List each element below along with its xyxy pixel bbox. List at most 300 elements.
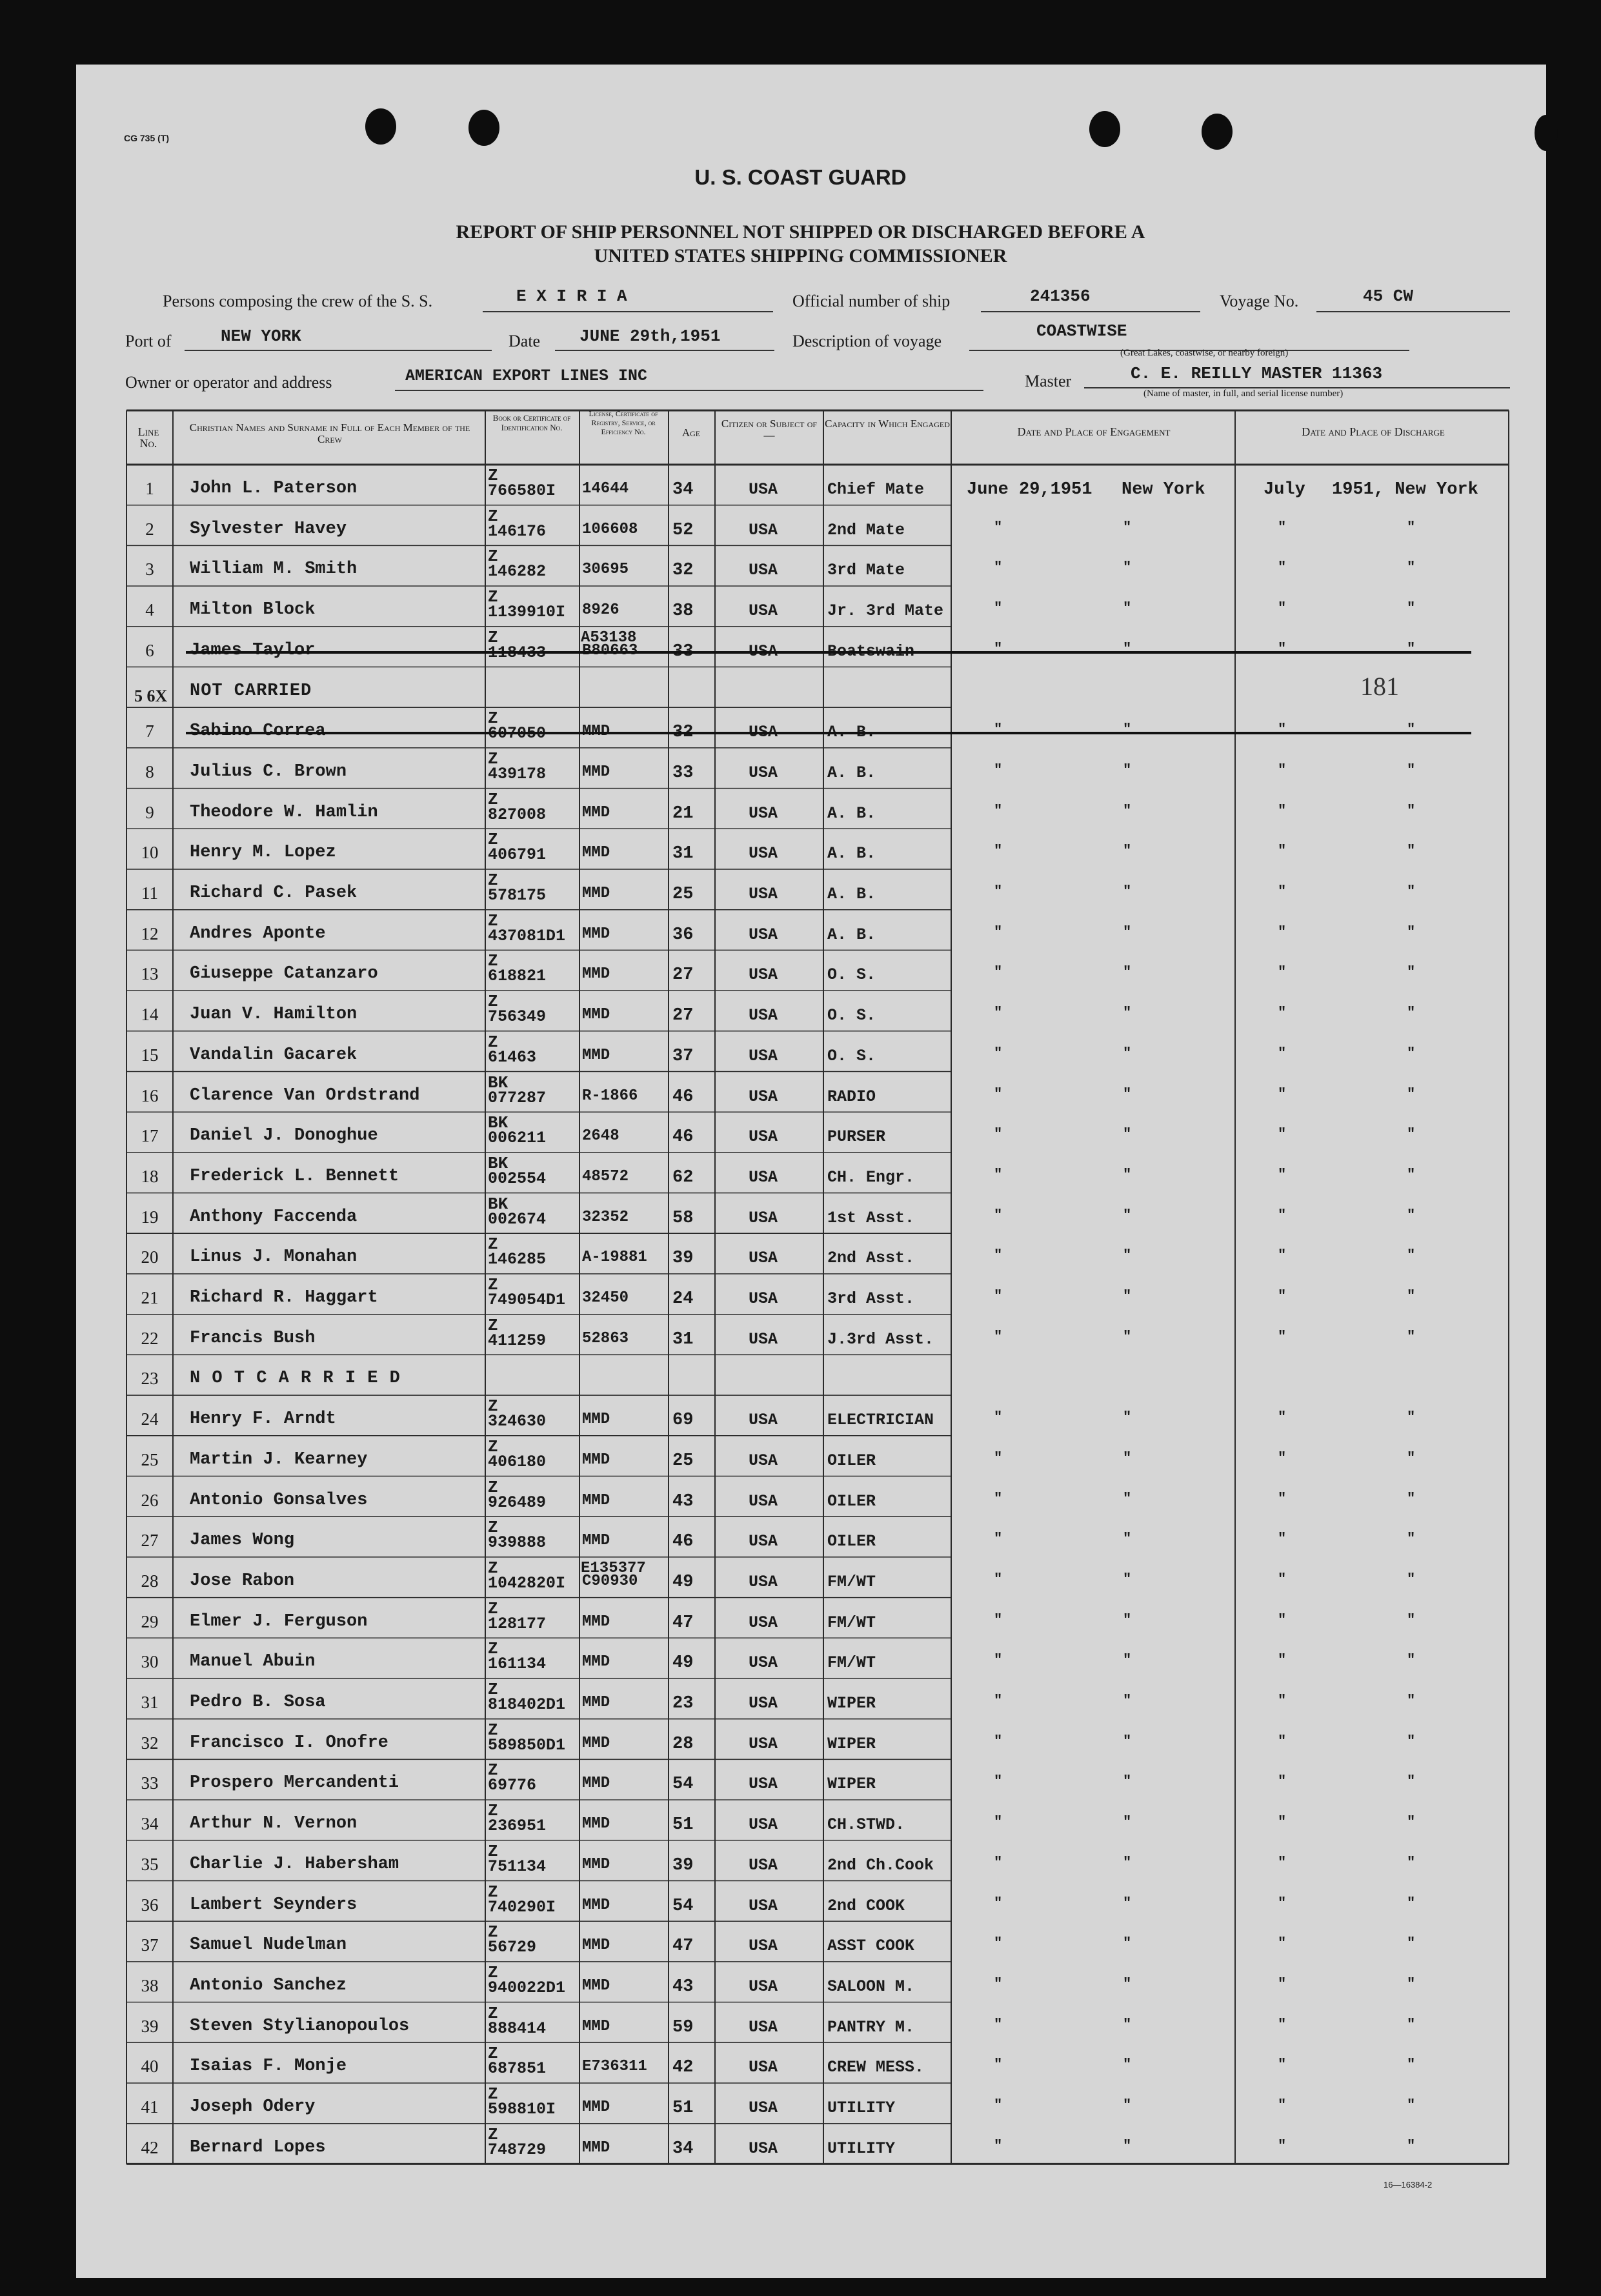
age: 46 — [672, 1532, 694, 1552]
book-prefix: BK — [488, 1113, 508, 1133]
ditto-mark: " — [994, 1449, 1003, 1466]
ditto-mark: " — [994, 1975, 1003, 1992]
age: 27 — [672, 965, 694, 985]
ditto-mark: " — [1278, 600, 1287, 617]
ditto-mark: " — [994, 2057, 1003, 2073]
capacity: O. S. — [827, 965, 876, 985]
book-number: 940022D1 — [488, 1978, 566, 1997]
ditto-mark: " — [1407, 923, 1416, 940]
ditto-mark: " — [1123, 1409, 1132, 1426]
license-number-upper: A53138 — [581, 629, 637, 647]
citizenship: USA — [749, 1977, 778, 1996]
capacity: WIPER — [827, 1694, 876, 1713]
ditto-mark: " — [1123, 923, 1132, 940]
ditto-mark: " — [1407, 2016, 1416, 2033]
ditto-mark: " — [1123, 883, 1132, 900]
license-number: MMD — [582, 1775, 610, 1793]
crew-name: Henry F. Arndt — [190, 1409, 336, 1429]
book-number: 002674 — [488, 1209, 547, 1229]
book-prefix: Z — [488, 1760, 498, 1780]
license-number: 52863 — [582, 1329, 629, 1347]
capacity: A. B. — [827, 885, 876, 903]
citizenship: USA — [749, 803, 778, 823]
capacity: PANTRY M. — [827, 2017, 915, 2037]
book-prefix: Z — [488, 1558, 498, 1578]
citizenship: USA — [749, 1572, 778, 1591]
ditto-mark: " — [994, 1935, 1003, 1952]
line-number: 20 — [141, 1247, 159, 1267]
form-code: CG 735 (T) — [124, 133, 170, 143]
book-number: 687851 — [488, 2059, 547, 2079]
ditto-mark: " — [1278, 1449, 1287, 1466]
date-label: Date — [508, 332, 541, 350]
ditto-mark: " — [994, 1814, 1003, 1831]
citizenship: USA — [749, 2139, 778, 2158]
license-number: 106608 — [582, 520, 638, 538]
book-prefix: Z — [488, 1477, 498, 1497]
line-number: 19 — [141, 1207, 159, 1227]
ditto-mark: " — [994, 1652, 1003, 1669]
ditto-mark: " — [1407, 1409, 1416, 1426]
capacity: Chief Mate — [827, 480, 925, 499]
book-number: 439178 — [488, 764, 547, 783]
age: 23 — [672, 1694, 694, 1713]
ditto-mark: " — [1407, 1935, 1416, 1952]
capacity: 2nd COOK — [827, 1896, 905, 1915]
ditto-mark: " — [1278, 1045, 1287, 1062]
line-number: 11 — [141, 883, 158, 903]
license-number: MMD — [582, 763, 610, 781]
book-number: 1139910I — [488, 603, 566, 622]
citizenship: USA — [749, 1532, 778, 1551]
capacity: FM/WT — [827, 1653, 876, 1673]
ditto-mark: " — [1278, 761, 1287, 778]
line-number: 13 — [141, 964, 159, 984]
book-number: 406791 — [488, 845, 547, 865]
book-prefix: Z — [488, 709, 498, 729]
capacity: OILER — [827, 1532, 876, 1551]
ditto-mark: " — [1407, 1005, 1416, 1022]
capacity: SALOON M. — [827, 1977, 915, 1996]
ditto-mark: " — [994, 2016, 1003, 2033]
ditto-mark: " — [1407, 1773, 1416, 1790]
line-number: 7 — [145, 721, 154, 741]
capacity: RADIO — [827, 1087, 876, 1106]
ditto-mark: " — [1407, 1085, 1416, 1102]
ditto-mark: " — [1278, 1247, 1287, 1264]
book-prefix: Z — [488, 1436, 498, 1456]
capacity: A. B. — [827, 844, 876, 863]
line-number: 38 — [141, 1975, 159, 1995]
ditto-mark: " — [1407, 1531, 1416, 1547]
book-number: 146285 — [488, 1250, 547, 1269]
ditto-mark: " — [1123, 1652, 1132, 1669]
ditto-mark: " — [1123, 1693, 1132, 1709]
book-prefix: Z — [488, 911, 498, 931]
ditto-mark: " — [1278, 964, 1287, 981]
crew-name: Anthony Faccenda — [190, 1207, 357, 1227]
master-label: Master — [1025, 372, 1072, 390]
crew-name: Pedro B. Sosa — [190, 1693, 326, 1712]
ditto-mark: " — [994, 1288, 1003, 1304]
ditto-mark: " — [1278, 1693, 1287, 1709]
capacity: A. B. — [827, 723, 876, 742]
book-number: 118433 — [488, 643, 547, 662]
citizenship: USA — [749, 925, 778, 944]
age: 32 — [672, 561, 694, 581]
age: 21 — [672, 803, 694, 823]
citizenship: USA — [749, 965, 778, 985]
book-prefix: Z — [488, 749, 498, 769]
book-number: 161134 — [488, 1655, 547, 1674]
ditto-mark: " — [1278, 1571, 1287, 1587]
ditto-mark: " — [1407, 964, 1416, 981]
capacity: UTILITY — [827, 2099, 896, 2117]
ditto-mark: " — [994, 1207, 1003, 1224]
age: 49 — [672, 1572, 694, 1592]
port-label: Port of — [125, 332, 172, 350]
age: 39 — [672, 1249, 694, 1269]
book-prefix: Z — [488, 789, 498, 809]
license-number: 8926 — [582, 601, 619, 619]
age: 47 — [672, 1937, 694, 1957]
ditto-mark: " — [1123, 843, 1132, 860]
book-prefix: Z — [488, 506, 498, 526]
ditto-mark: " — [1278, 640, 1287, 657]
line-number: 18 — [141, 1166, 159, 1186]
crew-name: Julius C. Brown — [190, 761, 347, 781]
license-number: MMD — [582, 803, 610, 821]
age: 36 — [672, 925, 694, 945]
citizenship: USA — [749, 1896, 778, 1915]
age: 46 — [672, 1087, 694, 1107]
crew-name: Sabino Correa — [190, 721, 326, 741]
crew-name: Giuseppe Catanzaro — [190, 964, 378, 984]
ditto-mark: " — [1278, 802, 1287, 819]
line-number: 4 — [145, 600, 154, 620]
crew-name: Vandalin Gacarek — [190, 1045, 357, 1065]
voyage-description: COASTWISE — [1036, 321, 1127, 341]
license-number: 2648 — [582, 1127, 619, 1145]
license-number: MMD — [582, 2139, 610, 2157]
book-prefix: BK — [488, 1072, 508, 1093]
ditto-mark: " — [1407, 600, 1416, 617]
crew-name: Steven Stylianopoulos — [190, 2016, 410, 2036]
license-number: MMD — [582, 1006, 610, 1024]
ditto-mark: " — [994, 1005, 1003, 1022]
age: 58 — [672, 1208, 694, 1228]
line-number: 32 — [141, 1733, 159, 1753]
citizenship: USA — [749, 520, 778, 539]
ditto-mark: " — [994, 1126, 1003, 1143]
line-number: 8 — [145, 761, 154, 781]
crew-name: Elmer J. Ferguson — [190, 1611, 368, 1631]
license-number-upper: E135377 — [581, 1559, 646, 1577]
line-number: 35 — [141, 1854, 159, 1874]
book-prefix: Z — [488, 1598, 498, 1618]
line-number: 33 — [141, 1773, 159, 1793]
ditto-mark: " — [994, 1490, 1003, 1507]
book-prefix: Z — [488, 1841, 498, 1861]
book-number: 607050 — [488, 724, 547, 743]
ditto-mark: " — [1407, 802, 1416, 819]
ditto-mark: " — [1278, 1005, 1287, 1022]
line-number: 41 — [141, 2097, 159, 2117]
license-number: MMD — [582, 844, 610, 862]
license-number: MMD — [582, 1977, 610, 1995]
ditto-mark: " — [1278, 1126, 1287, 1143]
book-number: 56729 — [488, 1938, 537, 1957]
ditto-mark: " — [1123, 1328, 1132, 1345]
form-number: 16—16384-2 — [1384, 2180, 1433, 2190]
ditto-mark: " — [1123, 2137, 1132, 2154]
line-number: 25 — [141, 1449, 159, 1469]
age: 31 — [672, 1329, 694, 1349]
crew-name: N O T C A R R I E D — [190, 1369, 401, 1389]
ditto-mark: " — [1278, 1975, 1287, 1992]
punch-hole — [1535, 115, 1558, 151]
citizenship: USA — [749, 1694, 778, 1713]
ditto-mark: " — [1123, 802, 1132, 819]
capacity: 2nd Mate — [827, 520, 905, 539]
license-number: 30695 — [582, 561, 629, 579]
age: 39 — [672, 1855, 694, 1875]
age: 33 — [672, 763, 694, 783]
line-number: 2 — [145, 519, 154, 539]
voyage-desc-label: Description of voyage — [792, 332, 942, 350]
line-number: 30 — [141, 1652, 159, 1672]
line-number: 40 — [141, 2057, 159, 2077]
line-number: 1 — [145, 479, 154, 498]
ditto-mark: " — [1278, 1531, 1287, 1547]
license-number: MMD — [582, 1855, 610, 1873]
crew-name: Antonio Gonsalves — [190, 1490, 368, 1510]
agency-title: U. S. COAST GUARD — [694, 165, 907, 189]
ditto-mark: " — [994, 1247, 1003, 1264]
capacity: A. B. — [827, 803, 876, 823]
license-number: MMD — [582, 1694, 610, 1711]
age: 38 — [672, 601, 694, 621]
crew-name: Andres Aponte — [190, 923, 326, 943]
ditto-mark: " — [1123, 1935, 1132, 1952]
engagement-date: June 29,1951 — [967, 480, 1093, 499]
book-prefix: Z — [488, 1922, 498, 1942]
book-number: 818402D1 — [488, 1695, 566, 1714]
line-number: 34 — [141, 1814, 159, 1834]
ditto-mark: " — [1278, 1328, 1287, 1345]
capacity: OILER — [827, 1451, 876, 1470]
ditto-mark: " — [994, 2137, 1003, 2154]
crew-label: Persons composing the crew of the S. S. — [163, 292, 433, 310]
citizenship: USA — [749, 1613, 778, 1632]
ditto-mark: " — [1123, 1975, 1132, 1992]
citizenship: USA — [749, 1734, 778, 1753]
book-number: 939888 — [488, 1533, 547, 1553]
ditto-mark: " — [1278, 923, 1287, 940]
crew-name: Sylvester Havey — [190, 519, 347, 539]
official-number: 241356 — [1030, 287, 1091, 306]
ditto-mark: " — [1407, 1449, 1416, 1466]
citizenship: USA — [749, 601, 778, 621]
ditto-mark: " — [1123, 1571, 1132, 1587]
master-note: (Name of master, in full, and serial license number) — [1143, 388, 1344, 399]
license-number: MMD — [582, 1046, 610, 1064]
ditto-mark: " — [1407, 1490, 1416, 1507]
ditto-mark: " — [1407, 1288, 1416, 1304]
punch-hole — [365, 108, 396, 145]
book-number: 61463 — [488, 1047, 537, 1067]
ditto-mark: " — [1278, 1288, 1287, 1304]
ditto-mark: " — [994, 1166, 1003, 1183]
ditto-mark: " — [994, 964, 1003, 981]
ditto-mark: " — [1407, 640, 1416, 657]
official-number-label: Official number of ship — [792, 292, 951, 310]
line-number: 16 — [141, 1085, 159, 1105]
license-number: MMD — [582, 1451, 610, 1469]
citizenship: USA — [749, 1451, 778, 1470]
book-prefix: Z — [488, 1962, 498, 1982]
crew-name: Arthur N. Vernon — [190, 1814, 357, 1834]
ditto-mark: " — [1123, 519, 1132, 536]
voyage-number: 45 CW — [1363, 287, 1414, 306]
ditto-mark: " — [1407, 1975, 1416, 1992]
ditto-mark: " — [994, 600, 1003, 617]
capacity: FM/WT — [827, 1572, 876, 1591]
book-prefix: Z — [488, 466, 498, 485]
page-number-annotation: 181 — [1360, 672, 1399, 701]
crew-name: Lambert Seynders — [190, 1895, 357, 1915]
ditto-mark: " — [1278, 1409, 1287, 1426]
ditto-mark: " — [994, 519, 1003, 536]
license-number: MMD — [582, 1937, 610, 1955]
crew-name: William M. Smith — [190, 559, 357, 579]
capacity: 2nd Asst. — [827, 1249, 915, 1268]
age: 34 — [672, 480, 694, 499]
line-number: 21 — [141, 1288, 159, 1307]
capacity: OILER — [827, 1491, 876, 1511]
book-prefix: Z — [488, 1639, 498, 1659]
book-prefix: Z — [488, 951, 498, 971]
col-line-no: Line No. — [137, 425, 159, 450]
license-number: MMD — [582, 723, 610, 741]
book-prefix: Z — [488, 587, 498, 607]
book-number: 69776 — [488, 1776, 537, 1795]
age: 32 — [672, 723, 694, 743]
ditto-mark: " — [1407, 1207, 1416, 1224]
ditto-mark: " — [1278, 1773, 1287, 1790]
ditto-mark: " — [1278, 1207, 1287, 1224]
discharge-place: 1951, New York — [1332, 480, 1478, 499]
ditto-mark: " — [994, 1773, 1003, 1790]
ditto-mark: " — [1407, 843, 1416, 860]
line-number: 6 — [145, 640, 154, 660]
book-number: 827008 — [488, 805, 547, 824]
line-number: 10 — [141, 843, 159, 863]
report-subtitle: UNITED STATES SHIPPING COMMISSIONER — [594, 245, 1007, 267]
ditto-mark: " — [1123, 1611, 1132, 1628]
citizenship: USA — [749, 723, 778, 742]
age: 49 — [672, 1653, 694, 1673]
crew-name: Antonio Sanchez — [190, 1975, 347, 1995]
ditto-mark: " — [1278, 1490, 1287, 1507]
book-prefix: Z — [488, 627, 498, 647]
license-number: MMD — [582, 1491, 610, 1509]
capacity: WIPER — [827, 1734, 876, 1753]
book-number: 437081D1 — [488, 926, 566, 945]
book-prefix: Z — [488, 830, 498, 850]
citizenship: USA — [749, 1087, 778, 1106]
citizenship: USA — [749, 641, 778, 661]
ditto-mark: " — [1123, 1449, 1132, 1466]
ditto-mark: " — [994, 1854, 1003, 1871]
line-number: 27 — [141, 1531, 159, 1551]
crew-name: Isaias F. Monje — [190, 2057, 347, 2077]
book-prefix: Z — [488, 1680, 498, 1699]
ditto-mark: " — [994, 2097, 1003, 2113]
crew-name: Francisco I. Onofre — [190, 1733, 388, 1753]
license-number: R-1866 — [582, 1087, 638, 1105]
ditto-mark: " — [1278, 1611, 1287, 1628]
age: 54 — [672, 1896, 694, 1916]
crew-name: Manuel Abuin — [190, 1652, 316, 1672]
capacity: CH. Engr. — [827, 1167, 915, 1187]
crew-name: Milton Block — [190, 600, 316, 620]
age: 47 — [672, 1613, 694, 1633]
age: 25 — [672, 885, 694, 904]
ditto-mark: " — [1407, 1571, 1416, 1587]
citizenship: USA — [749, 1653, 778, 1673]
ditto-mark: " — [1123, 721, 1132, 738]
master: C. E. REILLY MASTER 11363 — [1131, 364, 1383, 383]
ditto-mark: " — [1123, 1531, 1132, 1547]
ditto-mark: " — [1407, 2097, 1416, 2113]
col-book: Book or Certificate of Identification No. — [492, 413, 571, 432]
ditto-mark: " — [1123, 1045, 1132, 1062]
license-number: MMD — [582, 1815, 610, 1833]
ditto-mark: " — [994, 1693, 1003, 1709]
age: 25 — [672, 1451, 694, 1471]
book-number: 751134 — [488, 1857, 547, 1876]
license-number: MMD — [582, 1613, 610, 1631]
age: 24 — [672, 1289, 694, 1309]
book-number: 002554 — [488, 1169, 547, 1188]
age: 43 — [672, 1491, 694, 1511]
age: 46 — [672, 1127, 694, 1147]
book-number: 578175 — [488, 886, 547, 905]
age: 51 — [672, 1815, 694, 1835]
capacity: 3rd Asst. — [827, 1289, 915, 1308]
book-number: 128177 — [488, 1614, 547, 1633]
crew-name: Richard C. Pasek — [190, 883, 357, 903]
line-five-annotation: 5 6X — [134, 687, 168, 705]
ditto-mark: " — [1123, 1854, 1132, 1871]
book-number: 236951 — [488, 1817, 547, 1836]
ditto-mark: " — [1123, 640, 1132, 657]
book-number: 618821 — [488, 967, 547, 986]
age: 28 — [672, 1734, 694, 1754]
col-engagement: Date and Place of Engagement — [1017, 425, 1171, 438]
ditto-mark: " — [1123, 2057, 1132, 2073]
book-prefix: Z — [488, 1720, 498, 1740]
col-discharge: Date and Place of Discharge — [1302, 425, 1445, 438]
book-number: 926489 — [488, 1493, 547, 1512]
capacity: 1st Asst. — [827, 1208, 915, 1227]
line-number: 22 — [141, 1328, 159, 1348]
license-number: MMD — [582, 965, 610, 983]
book-prefix: Z — [488, 2084, 498, 2104]
book-number: 598810I — [488, 2100, 556, 2119]
ditto-mark: " — [1278, 843, 1287, 860]
